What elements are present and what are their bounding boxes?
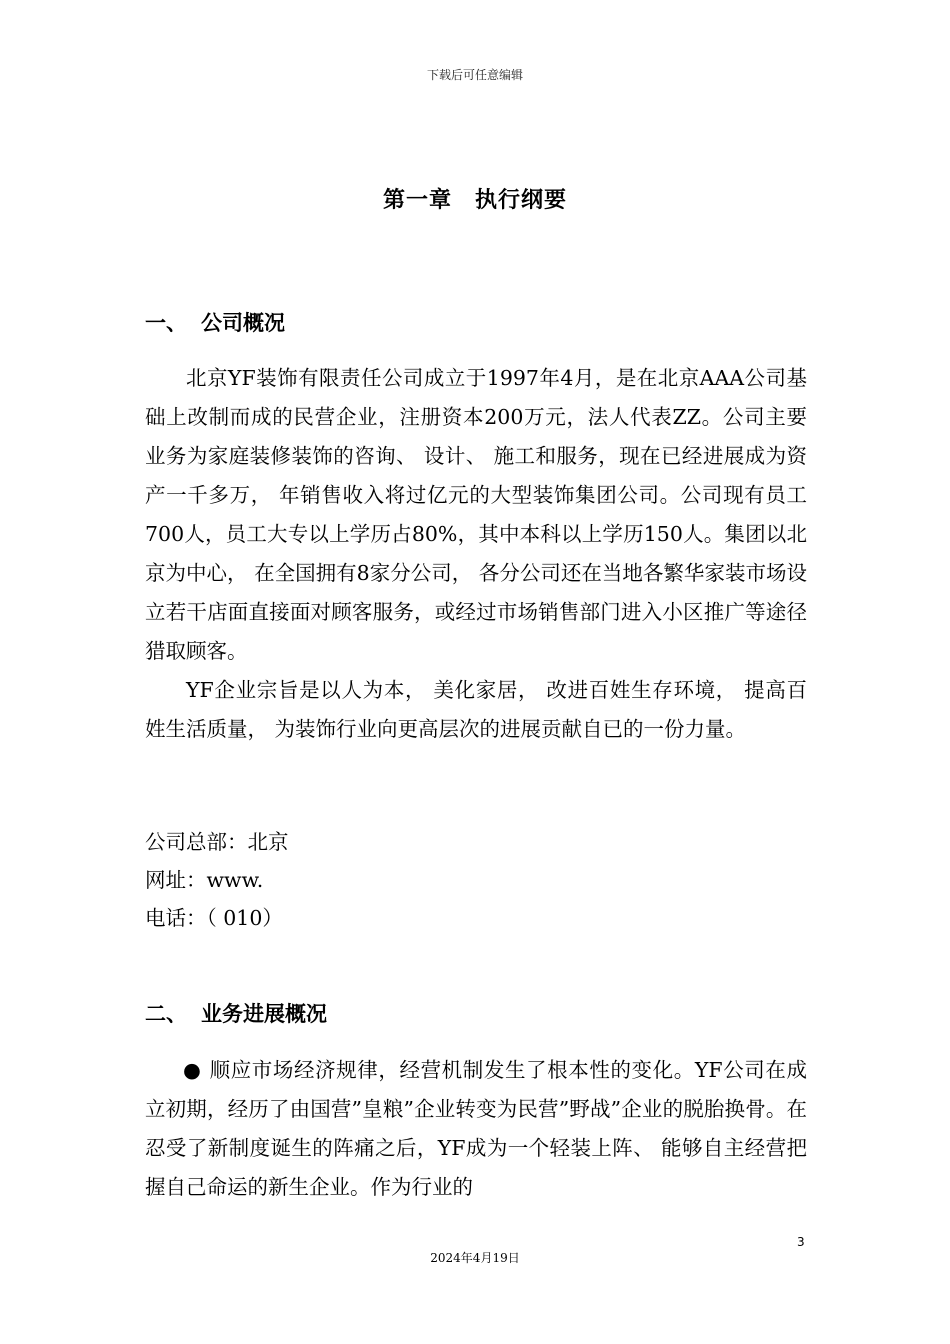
company-overview-paragraph: 北京YF装饰有限责任公司成立于1997年4月，是在北京AAA公司基础上改制而成的民营企业，注册资本200万元，法人代表ZZ。公司主要业务为家庭装修装饰的咨询、 设计、 施工和服务，现在已经进展成为资产一千多万， 年销售收入将过亿元的大型装饰集团公司。公司现有员工700人，员工大专以上学历占80%，其中本科以上学历150人。集团以北京为中心， 在全国拥有8家分公司， 各分公司还在当地各繁华家装市场设立若干店面直接面对顾客服务，或经过市场销售部门进入小区推广等途径猎取顾客。 xyxy=(145,366,807,663)
section-title: 公司概况 xyxy=(201,311,285,335)
contact-website: 网址：www. xyxy=(145,868,264,892)
section-heading-business-development xyxy=(145,998,327,1028)
company-mission-paragraph: YF企业宗旨是以人为本， 美化家居， 改进百姓生存环境， 提高百姓生活质量， 为装饰行业向更高层次的进展贡献自已的一份力量。 xyxy=(145,678,807,741)
bullet-text: 顺应市场经济规律，经营机制发生了根本性的变化。YF公司在成立初期，经历了由国营”皇粮”企业转变为民营”野战”企业的脱胎换骨。在忍受了新制度诞生的阵痛之后，YF成为一个轻装上阵、 能够自主经营把握自己命运的新生企业。作为行业的 xyxy=(145,1058,807,1199)
bullet-icon: ● xyxy=(183,1058,201,1082)
section-heading-company-overview xyxy=(145,307,285,337)
chapter-title: 第一章 执行纲要 xyxy=(382,188,567,213)
page-number: 3 xyxy=(797,1235,805,1249)
section-title: 业务进展概况 xyxy=(201,1002,327,1026)
contact-info xyxy=(145,823,289,937)
contact-phone: 电话：（ 010） xyxy=(145,906,283,930)
section-number: 一、 xyxy=(145,311,187,335)
header-note: 下载后可任意编辑 xyxy=(426,68,523,82)
contact-hq: 公司总部：北京 xyxy=(145,830,289,854)
business-bullet-paragraph xyxy=(145,1051,807,1207)
section-number: 二、 xyxy=(145,1002,187,1026)
footer-date: 2024年4月19日 xyxy=(430,1251,520,1265)
